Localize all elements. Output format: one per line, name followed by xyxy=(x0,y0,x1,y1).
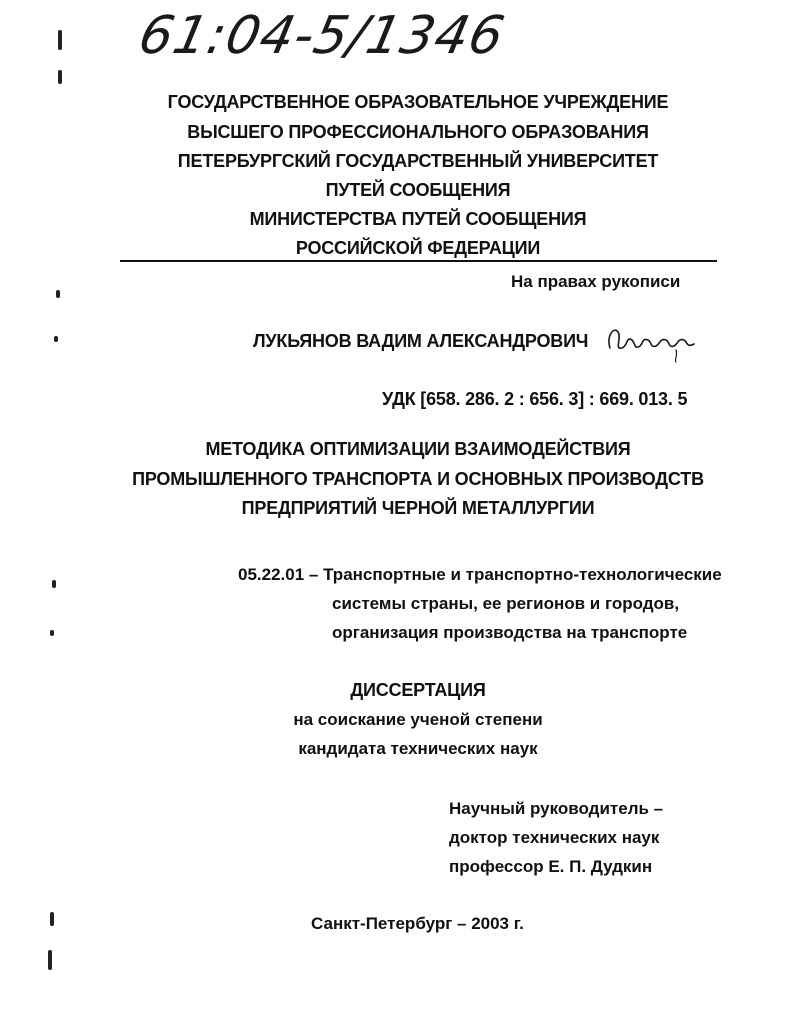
archive-number-handwritten: 61:04-5/1346 xyxy=(133,6,510,66)
margin-mark xyxy=(54,336,58,342)
header-divider xyxy=(120,260,717,262)
institution-line: ПЕТЕРБУРГСКИЙ ГОСУДАРСТВЕННЫЙ УНИВЕРСИТЕТ xyxy=(177,151,659,171)
margin-mark xyxy=(58,70,62,84)
udk-code: УДК [658. 286. 2 : 656. 3] : 669. 013. 5 xyxy=(382,389,688,409)
supervisor-line: доктор технических наук xyxy=(449,828,660,847)
title-line: ПРЕДПРИЯТИЙ ЧЕРНОЙ МЕТАЛЛУРГИИ xyxy=(241,498,595,518)
title-line: МЕТОДИКА ОПТИМИЗАЦИИ ВЗАИМОДЕЙСТВИЯ xyxy=(205,439,631,459)
work-type-line: на соискание ученой степени xyxy=(293,710,543,729)
institution-line: ГОСУДАРСТВЕННОЕ ОБРАЗОВАТЕЛЬНОЕ УЧРЕЖДЕНИЕ xyxy=(167,92,669,112)
author-signature xyxy=(604,318,704,364)
specialty-line: 05.22.01 – Транспортные и транспортно-технологические xyxy=(238,565,722,584)
manuscript-rights-note: На правах рукописи xyxy=(511,272,681,291)
title-line: ПРОМЫШЛЕННОГО ТРАНСПОРТА И ОСНОВНЫХ ПРОИЗВОДСТВ xyxy=(132,469,704,489)
margin-mark xyxy=(50,630,54,636)
institution-line: ПУТЕЙ СООБЩЕНИЯ xyxy=(325,180,511,200)
supervisor-line: профессор Е. П. Дудкин xyxy=(449,857,653,876)
margin-mark xyxy=(52,580,56,588)
supervisor-line: Научный руководитель – xyxy=(449,799,664,818)
margin-mark xyxy=(50,912,54,926)
institution-line: МИНИСТЕРСТВА ПУТЕЙ СООБЩЕНИЯ xyxy=(249,209,587,229)
work-type-line: кандидата технических наук xyxy=(298,739,538,758)
institution-line: РОССИЙСКОЙ ФЕДЕРАЦИИ xyxy=(295,238,541,258)
specialty-line: системы страны, ее регионов и городов, xyxy=(332,594,680,613)
place-year: Санкт-Петербург – 2003 г. xyxy=(311,914,524,933)
author-name: ЛУКЬЯНОВ ВАДИМ АЛЕКСАНДРОВИЧ xyxy=(253,331,589,351)
specialty-line: организация производства на транспорте xyxy=(332,623,688,642)
margin-mark xyxy=(56,290,60,298)
institution-line: ВЫСШЕГО ПРОФЕССИОНАЛЬНОГО ОБРАЗОВАНИЯ xyxy=(187,122,649,142)
work-type-heading: ДИССЕРТАЦИЯ xyxy=(350,680,486,700)
margin-mark xyxy=(48,950,52,970)
margin-mark xyxy=(58,30,62,50)
